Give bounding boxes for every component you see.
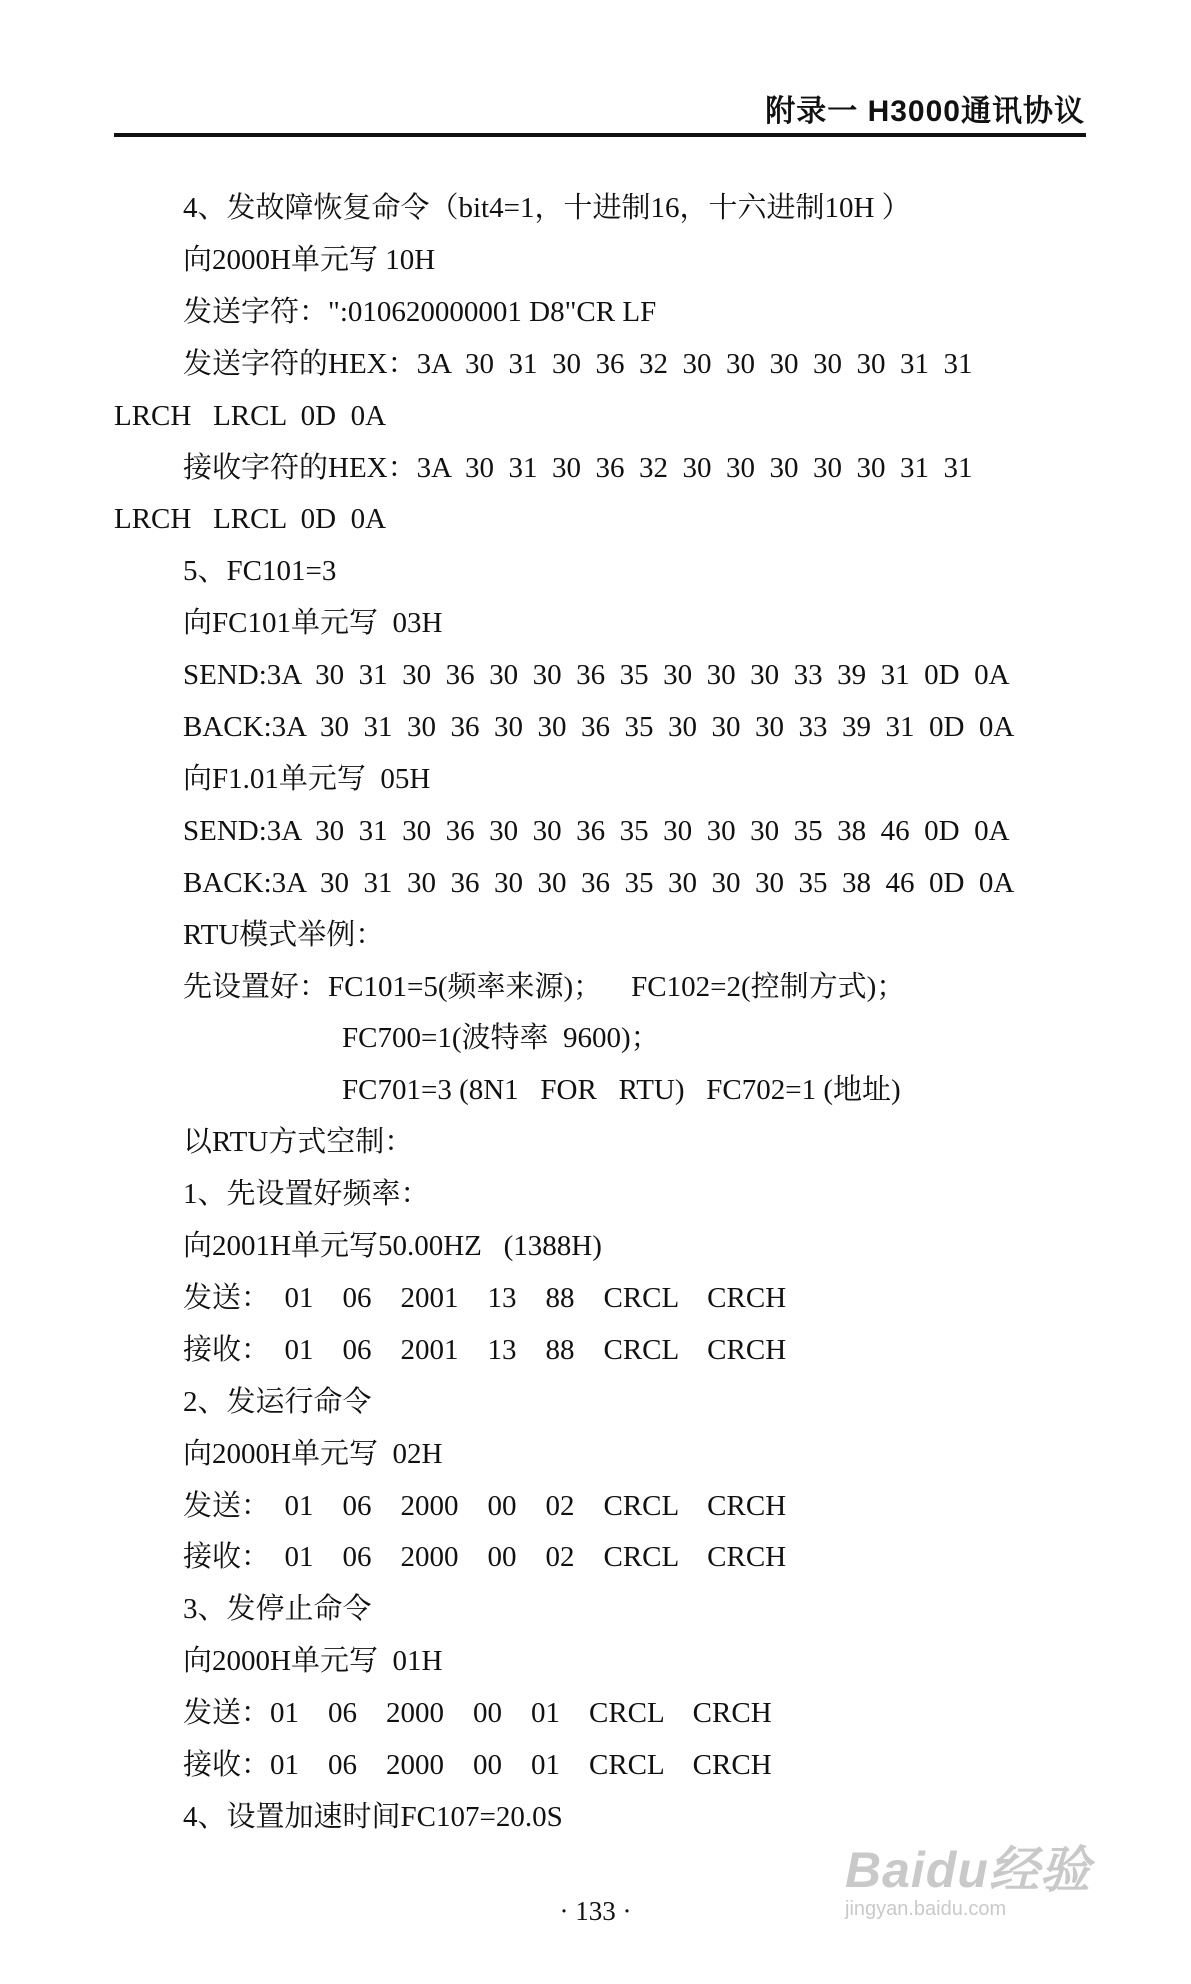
text-line: 先设置好：FC101=5(频率来源)； FC102=2(控制方式)； — [183, 970, 906, 1003]
text-line: 向2001H单元写50.00HZ (1388H) — [183, 1230, 602, 1262]
watermark-url: jingyan.baidu.com — [845, 1898, 1007, 1920]
running-header: 附录一 H3000通讯协议 — [765, 95, 1085, 128]
text-line: 以RTU方式空制： — [183, 1126, 414, 1159]
text-line: 1、先设置好频率： — [183, 1178, 430, 1211]
text-line: SEND:3A 30 31 30 36 30 30 36 35 30 30 30 33 39 31 0D 0A — [183, 659, 1010, 692]
text-line: FC701=3 (8N1 FOR RTU) FC702=1 (地址) — [342, 1074, 901, 1107]
text-line: 3、发停止命令 — [183, 1593, 372, 1626]
text-line: 4、发故障恢复命令（bit4=1，十进制16，十六进制10H ） — [183, 192, 911, 224]
text-line: 接收字符的HEX：3A 30 31 30 36 32 30 30 30 30 30 31 31 — [183, 451, 973, 484]
text-line: 向2000H单元写 01H — [183, 1645, 443, 1678]
text-line: BACK:3A 30 31 30 36 30 30 36 35 30 30 30 35 38 46 0D 0A — [183, 866, 1015, 899]
text-line: 接收：01 06 2000 00 01 CRCL CRCH — [183, 1749, 772, 1781]
text-line: 5、FC101=3 — [183, 555, 337, 588]
text-line: 向2000H单元写 02H — [183, 1437, 443, 1470]
text-line: RTU模式举例： — [183, 918, 385, 951]
watermark-brand: Baidu经验 — [845, 1842, 1091, 1898]
text-line: 发送： 01 06 2001 13 88 CRCL CRCH — [183, 1281, 787, 1314]
text-line: 4、设置加速时间FC107=20.0S — [183, 1800, 563, 1833]
text-line: 发送： 01 06 2000 00 02 CRCL CRCH — [183, 1489, 787, 1522]
page-number: · 133 · — [559, 1896, 632, 1926]
text-line: 向2000H单元写 10H — [183, 243, 436, 276]
text-line: FC700=1(波特率 9600)； — [342, 1022, 660, 1055]
text-line: BACK:3A 30 31 30 36 30 30 36 35 30 30 30 33 39 31 0D 0A — [183, 711, 1015, 743]
text-line: 2、发运行命令 — [183, 1385, 372, 1418]
text-line: 发送：01 06 2000 00 01 CRCL CRCH — [183, 1697, 772, 1730]
text-line: LRCH LRCL 0D 0A — [114, 503, 387, 536]
text-line: LRCH LRCL 0D 0A — [114, 399, 387, 432]
text-line: 发送字符的HEX：3A 30 31 30 36 32 30 30 30 30 30 31 31 — [183, 347, 973, 380]
text-line: 向FC101单元写 03H — [183, 607, 443, 640]
header-rule — [114, 133, 1086, 137]
text-line: 向F1.01单元写 05H — [183, 762, 431, 795]
text-line: SEND:3A 30 31 30 36 30 30 36 35 30 30 30 35 38 46 0D 0A — [183, 814, 1010, 847]
text-line: 发送字符：":010620000001 D8"CR LF — [183, 295, 657, 328]
text-line: 接收： 01 06 2001 13 88 CRCL CRCH — [183, 1333, 787, 1366]
text-line: 接收： 01 06 2000 00 02 CRCL CRCH — [183, 1541, 787, 1574]
watermark-logo — [845, 1830, 1091, 1921]
